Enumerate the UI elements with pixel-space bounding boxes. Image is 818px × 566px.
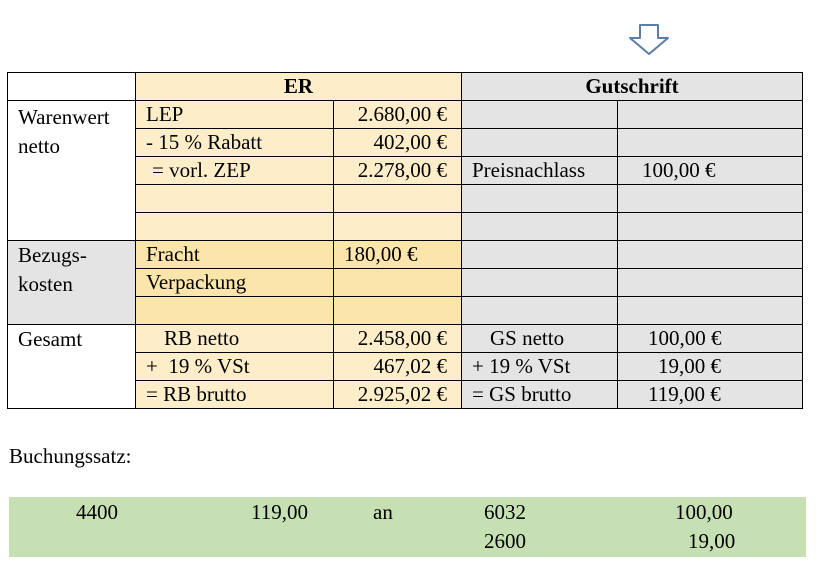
rabatt-label: - 15 % Rabatt: [136, 129, 334, 157]
gs-empty: [462, 185, 618, 213]
soll-amount: 119,00: [251, 500, 308, 524]
gs-vst-label: + 19 % VSt: [462, 353, 618, 381]
gs-empty: [618, 129, 803, 157]
gs-brutto-value: 119,00 €: [618, 381, 803, 409]
table-row: [8, 325, 803, 353]
gs-empty: [462, 213, 618, 241]
erd-empty: [334, 297, 462, 325]
verpackung-value: [334, 269, 462, 297]
gs-empty: [618, 269, 803, 297]
header-gutschrift: Gutschrift: [462, 73, 803, 101]
gs-empty: [618, 213, 803, 241]
gs-empty: [462, 269, 618, 297]
zep-value: 2.278,00 €: [334, 157, 462, 185]
gs-vst-value: 19,00 €: [618, 353, 803, 381]
lep-label: LEP: [136, 101, 334, 129]
calculation-table: [7, 72, 803, 409]
bezugskosten-label: Bezugs- kosten: [8, 241, 136, 325]
an-keyword: an: [373, 500, 393, 524]
header-empty: [8, 73, 136, 101]
rabatt-value: 402,00 €: [334, 129, 462, 157]
gs-empty: [618, 297, 803, 325]
buchungssatz-label: Buchungssatz:: [9, 444, 132, 468]
rb-brutto-value: 2.925,02 €: [334, 381, 462, 409]
rb-brutto-label: = RB brutto: [136, 381, 334, 409]
down-arrow-icon: [628, 24, 670, 56]
gs-empty: [618, 101, 803, 129]
fracht-value: 180,00 €: [334, 241, 462, 269]
verpackung-label: Verpackung: [136, 269, 334, 297]
vst-value: 467,02 €: [334, 353, 462, 381]
er-empty: [334, 185, 462, 213]
preisnachlass-label: Preisnachlass: [462, 157, 618, 185]
haben-account-2: 2600: [484, 529, 526, 553]
header-er: ER: [136, 73, 462, 101]
erd-empty: [136, 297, 334, 325]
haben-amount-2: 19,00: [688, 529, 736, 553]
zep-label: = vorl. ZEP: [136, 157, 334, 185]
soll-account: 4400: [76, 500, 118, 524]
haben-amount-1: 100,00: [675, 500, 733, 524]
gs-empty: [462, 241, 618, 269]
booking-entry: [9, 497, 806, 557]
table-row: [8, 101, 803, 129]
fracht-label: Fracht: [136, 241, 334, 269]
gs-empty: [462, 101, 618, 129]
gesamt-label: Gesamt: [8, 325, 136, 409]
gs-empty: [618, 241, 803, 269]
table-row: [8, 241, 803, 269]
er-empty: [136, 213, 334, 241]
gs-empty: [618, 185, 803, 213]
gs-empty: [462, 129, 618, 157]
gs-netto-label: GS netto: [462, 325, 618, 353]
gs-empty: [462, 297, 618, 325]
rb-netto-value: 2.458,00 €: [334, 325, 462, 353]
haben-account-1: 6032: [484, 500, 526, 524]
rb-netto-label: RB netto: [136, 325, 334, 353]
vst-label: + 19 % VSt: [136, 353, 334, 381]
gs-brutto-label: = GS brutto: [462, 381, 618, 409]
gs-netto-value: 100,00 €: [618, 325, 803, 353]
header-row: [8, 73, 803, 101]
preisnachlass-value: 100,00 €: [618, 157, 803, 185]
er-empty: [334, 213, 462, 241]
er-empty: [136, 185, 334, 213]
warenwert-label: Warenwert netto: [8, 101, 136, 241]
lep-value: 2.680,00 €: [334, 101, 462, 129]
